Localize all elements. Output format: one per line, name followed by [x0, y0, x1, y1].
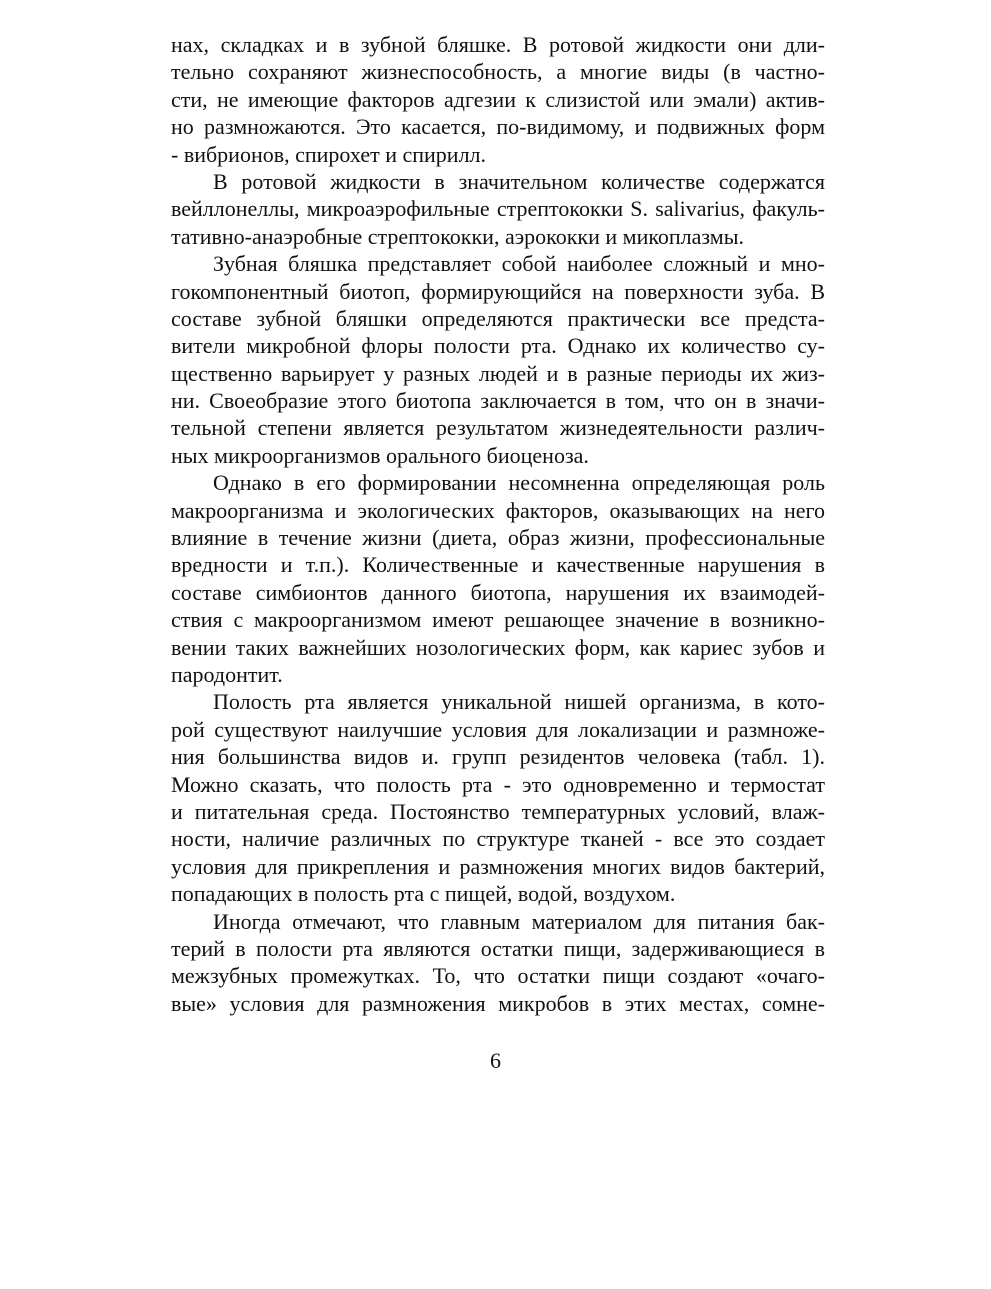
text-line: сти, не имеющие факторов адгезии к слизистой или эмали) актив- — [171, 86, 825, 112]
text-line: вые» условия для размножения микробов в этих местах, сомне- — [171, 990, 825, 1016]
paragraph-3 — [171, 250, 825, 469]
text-line: пародонтит. — [171, 661, 283, 687]
text-line: ни. Своеобразие этого биотопа заключается в том, что он в значи- — [171, 388, 825, 414]
text-line: составе симбионтов данного биотопа, нарушения их взаимодей- — [171, 579, 825, 605]
body-text — [171, 31, 825, 1017]
text-line: Зубная бляшка представляет собой наиболее сложный и мно- — [213, 251, 825, 277]
text-line: вейллонеллы, микроаэрофильные стрептококки S. salivarius, факуль- — [171, 196, 825, 222]
paragraph-4 — [171, 469, 825, 688]
text-line: межзубных промежутках. То, что остатки пищи создают «очаго- — [171, 963, 825, 989]
text-line: нах, складках и в зубной бляшке. В ротовой жидкости они дли- — [171, 32, 825, 57]
text-line: гокомпонентный биотоп, формирующийся на поверхности зуба. В — [171, 278, 825, 304]
page-number: 6 — [490, 1048, 501, 1073]
paragraph-1 — [171, 31, 825, 168]
text-line: попадающих в полость рта с пищей, водой, воздухом. — [171, 881, 676, 907]
text-line: Полость рта является уникальной нишей организма, в кото- — [213, 689, 825, 715]
text-line: и питательная среда. Постоянство температурных условий, влаж- — [171, 798, 825, 824]
text-line: вении таких важнейших нозологических форм, как кариес зубов и — [171, 634, 825, 660]
text-line: тельной степени является результатом жизнедеятельности различ- — [171, 415, 825, 441]
paragraph-2 — [171, 168, 825, 250]
text-line: вредности и т.п.). Количественные и качественные нарушения в — [171, 552, 825, 578]
text-line: ния большинства видов и. групп резидентов человека (табл. 1). — [171, 744, 825, 770]
text-line: Можно сказать, что полость рта - это одновременно и термостат — [171, 771, 825, 797]
text-line: ствия с макроорганизмом имеют решающее значение в возникно- — [171, 607, 825, 633]
text-line: вители микробной флоры полости рта. Однако их количество су- — [171, 333, 825, 359]
text-line: щественно варьирует у разных людей и в разные периоды их жиз- — [171, 360, 825, 386]
text-line: составе зубной бляшки определяются практически все предста- — [171, 305, 825, 331]
text-line: ности, наличие различных по структуре тканей - все это создает — [171, 826, 825, 852]
text-line: - вибрионов, спирохет и спирилл. — [171, 141, 487, 167]
text-line: макроорганизма и экологических факторов, оказывающих на него — [171, 497, 825, 523]
text-line: условия для прикрепления и размножения многих видов бактерий, — [171, 853, 825, 879]
text-line: влияние в течение жизни (диета, образ жизни, профессиональные — [171, 525, 825, 551]
text-line: Однако в его формировании несомненна определяющая роль — [213, 470, 825, 496]
text-line: Иногда отмечают, что главным материалом для питания бак- — [213, 908, 825, 934]
text-line: рой существуют наилучшие условия для локализации и размноже- — [171, 716, 825, 742]
text-line: терий в полости рта являются остатки пищи, задерживающиеся в — [171, 935, 825, 961]
text-line: тельно сохраняют жизнеспособность, а многие виды (в частно- — [171, 59, 825, 85]
text-line: но размножаются. Это касается, по-видимому, и подвижных форм — [171, 114, 825, 140]
text-line: В ротовой жидкости в значительном количестве содержатся — [213, 168, 825, 194]
text-line: тативно-анаэробные стрептококки, аэрококки и микоплазмы. — [171, 223, 745, 249]
paragraph-6 — [171, 908, 825, 1018]
text-line: ных микроорганизмов орального биоценоза. — [171, 442, 589, 468]
paragraph-5 — [171, 688, 825, 907]
